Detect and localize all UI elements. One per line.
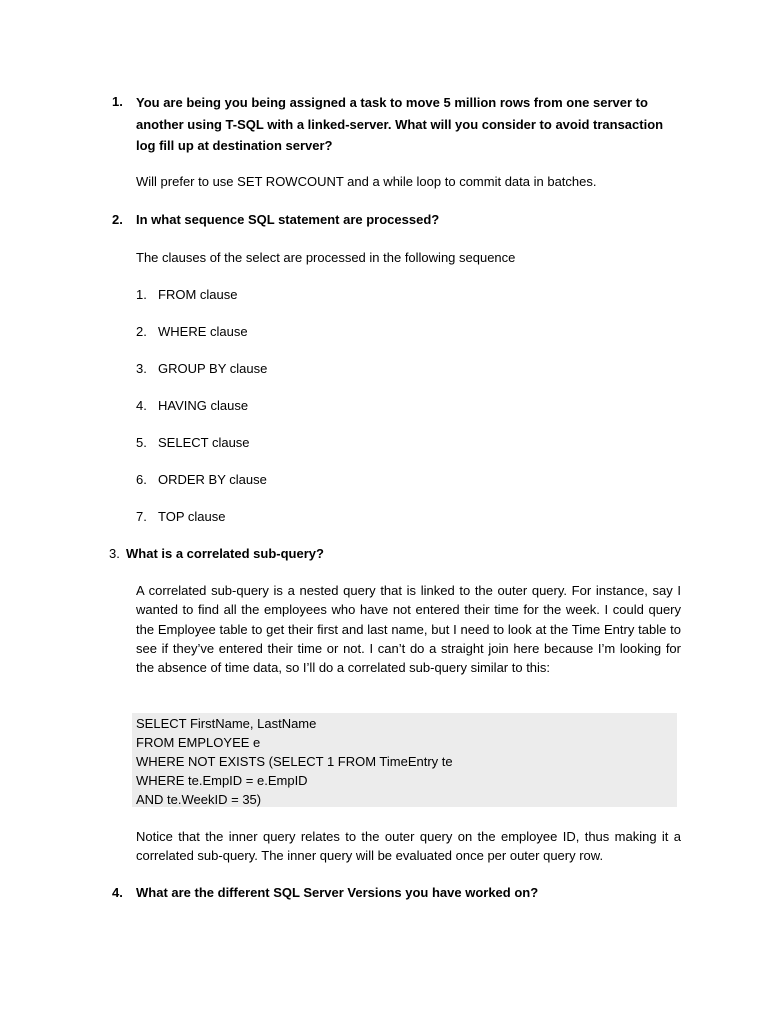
question-1-text: You are being you being assigned a task to move 5 million rows from one server to another using T-SQL with a linked-server. What will you consider to avoid transaction log fill up at destination server? bbox=[136, 95, 664, 153]
question-3-text: What is a correlated sub-query? bbox=[126, 546, 324, 561]
code-line: AND te.WeekID = 35) bbox=[136, 792, 262, 807]
list-item-number: 5. bbox=[136, 435, 147, 450]
code-line: WHERE NOT EXISTS (SELECT 1 FROM TimeEntry te bbox=[136, 754, 453, 769]
code-line: FROM EMPLOYEE e bbox=[136, 735, 261, 750]
list-item-number: 6. bbox=[136, 472, 147, 487]
list-item-number: 4. bbox=[136, 398, 147, 413]
list-item: GROUP BY clause bbox=[158, 361, 268, 376]
question-3-answer: A correlated sub-query is a nested query that is linked to the outer query. For instance, say I wanted to find all the employees who have not entered their time for the week. I could query the Employee table to get their first and last name, but I need to look at the Time Entry table to see if they’ve entered their time or not. I can’t do a straight join here because I’m looking for the absence of time data, so I’ll do a correlated sub-query similar to this: bbox=[136, 583, 681, 676]
question-2-text: In what sequence SQL statement are processed? bbox=[136, 212, 440, 227]
list-item-number: 7. bbox=[136, 509, 147, 524]
list-item: SELECT clause bbox=[158, 435, 250, 450]
list-item: ORDER BY clause bbox=[158, 472, 267, 487]
list-item: HAVING clause bbox=[158, 398, 249, 413]
question-4-number: 4. bbox=[112, 885, 123, 900]
question-2-answer-intro: The clauses of the select are processed in the following sequence bbox=[136, 250, 516, 265]
code-line: WHERE te.EmpID = e.EmpID bbox=[136, 773, 308, 788]
list-item-number: 3. bbox=[136, 361, 147, 376]
list-item: FROM clause bbox=[158, 287, 238, 302]
question-3-number: 3. bbox=[109, 546, 120, 561]
list-item: TOP clause bbox=[158, 509, 226, 524]
question-2-number: 2. bbox=[112, 212, 123, 227]
question-3-followup: Notice that the inner query relates to the outer query on the employee ID, thus making it a correlated sub-query. The inner query will be evaluated once per outer query row. bbox=[136, 829, 681, 864]
list-item-number: 1. bbox=[136, 287, 147, 302]
code-line: SELECT FirstName, LastName bbox=[136, 716, 317, 731]
list-item: WHERE clause bbox=[158, 324, 248, 339]
list-item-number: 2. bbox=[136, 324, 147, 339]
question-1-number: 1. bbox=[112, 94, 123, 109]
question-1-answer: Will prefer to use SET ROWCOUNT and a while loop to commit data in batches. bbox=[136, 174, 597, 189]
question-4-text: What are the different SQL Server Versions you have worked on? bbox=[136, 885, 539, 900]
